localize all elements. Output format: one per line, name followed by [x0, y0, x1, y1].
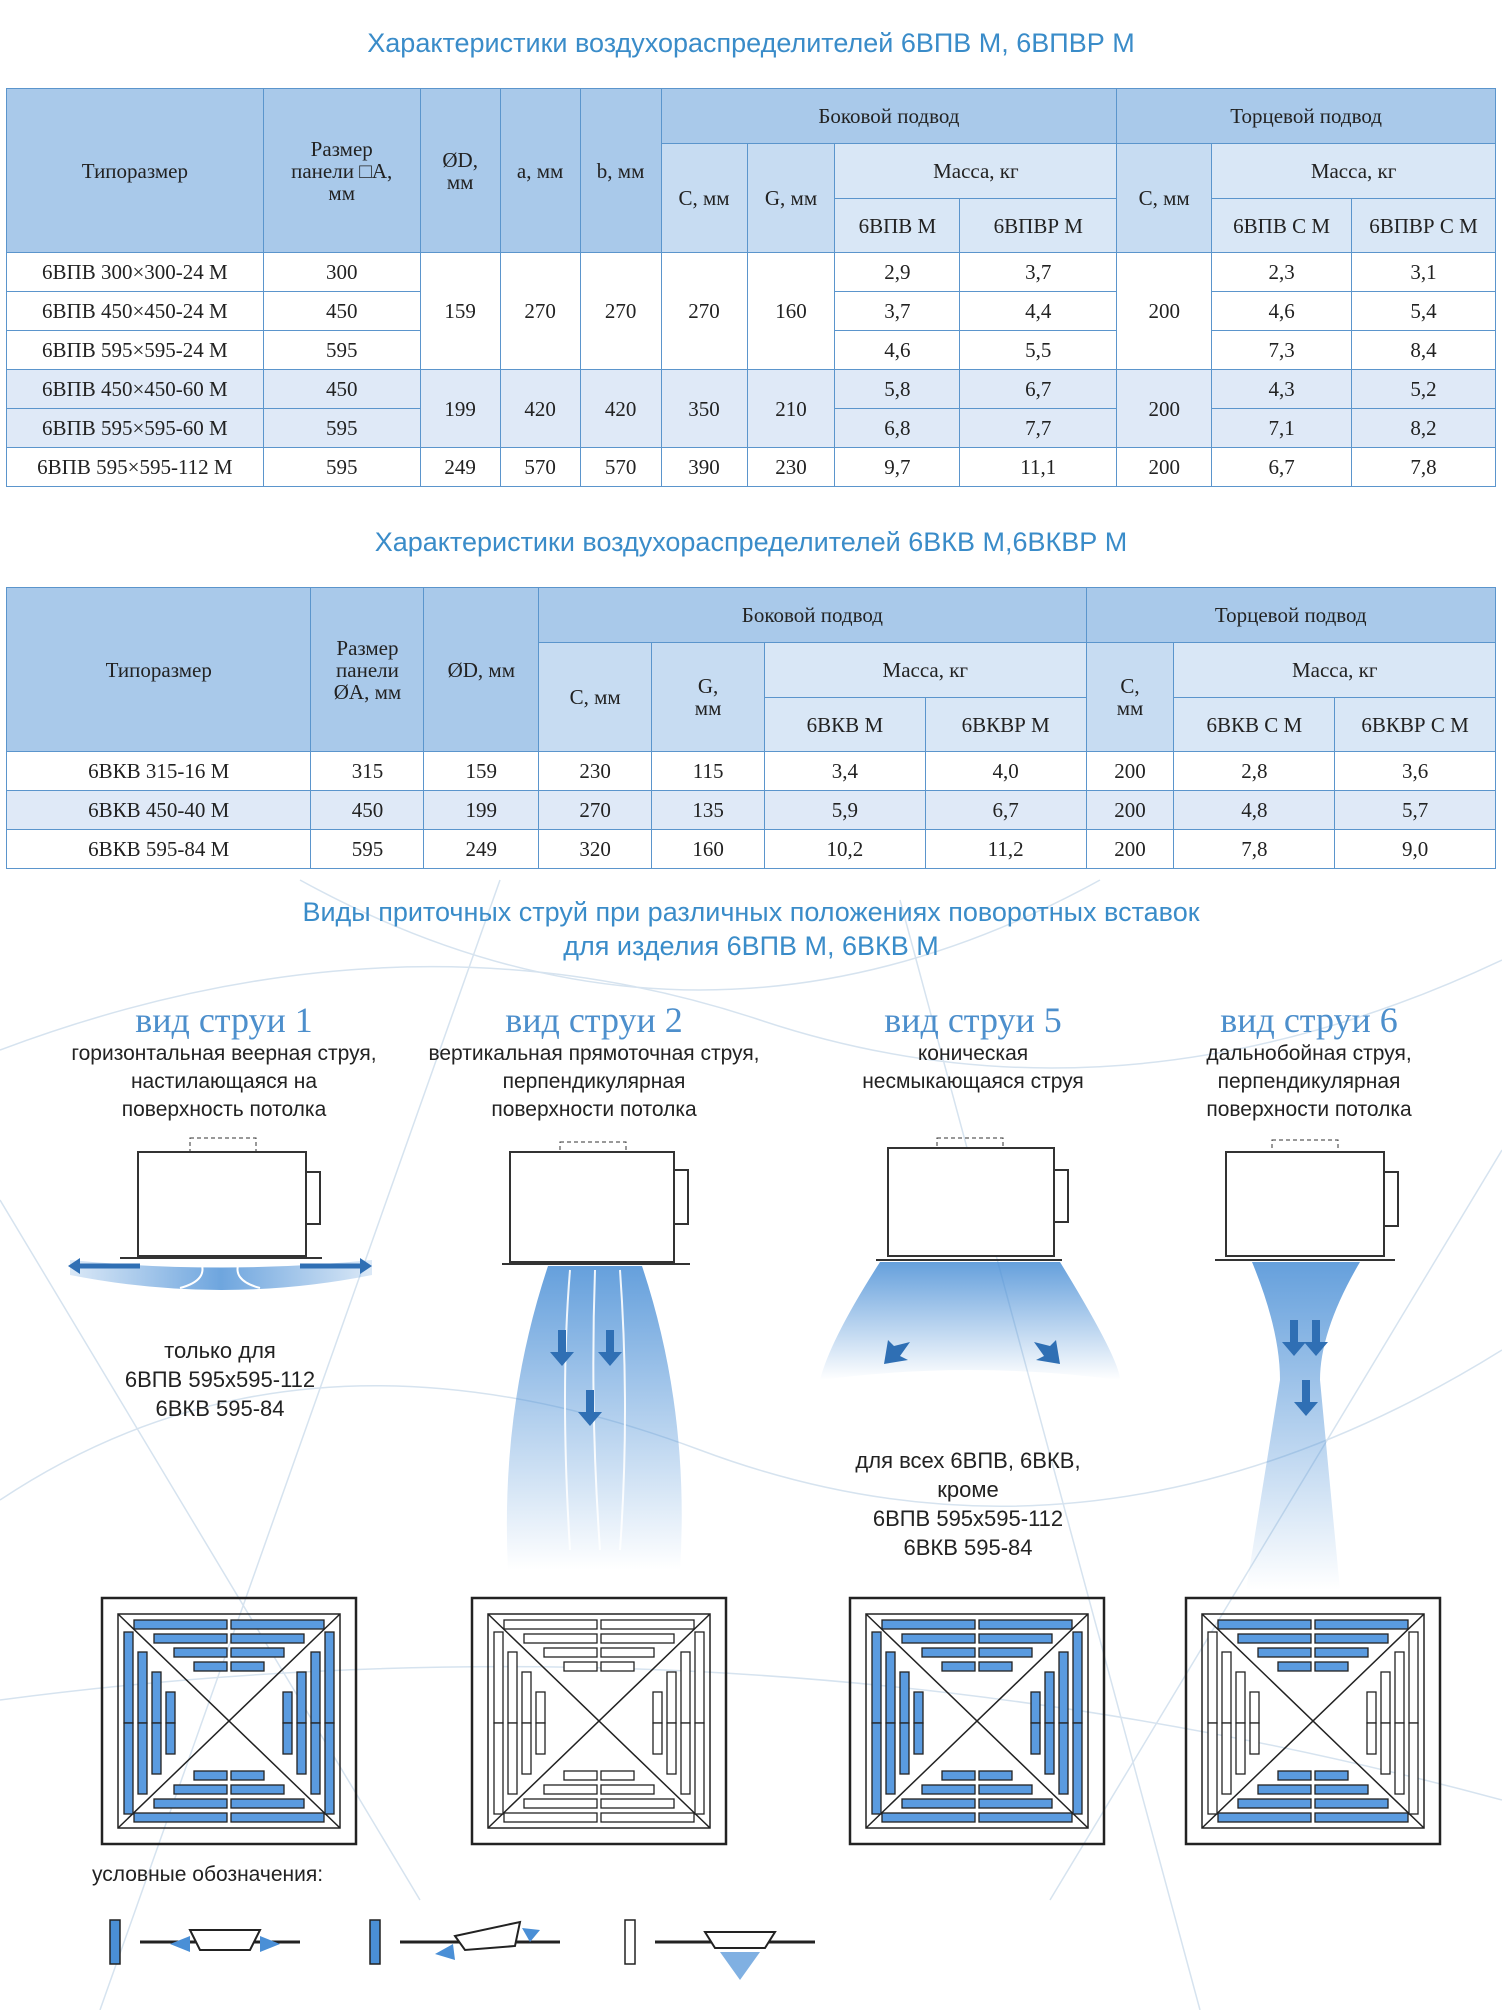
- cell-c2: 200: [1117, 448, 1212, 487]
- cell-m3: 6,7: [1212, 448, 1352, 487]
- jet-flow-drawings: [0, 1130, 1502, 1600]
- header-m4: 6ВКВР С М: [1335, 698, 1496, 752]
- louvre-slat: [1258, 1648, 1311, 1657]
- cell-m1: 6,8: [835, 409, 960, 448]
- louvre-slat: [1315, 1785, 1368, 1794]
- jets-section-title: [0, 895, 1502, 963]
- legend-title: условные обозначения:: [92, 1863, 324, 1886]
- jets-title-line1: Виды приточных струй при различных положениях поворотных вставок: [302, 897, 1200, 927]
- header-d: ØD, мм: [420, 89, 500, 253]
- cell-m4: 5,7: [1335, 791, 1496, 830]
- louvre-slat: [1059, 1723, 1068, 1794]
- louvre-slat: [1367, 1723, 1376, 1754]
- jet-2-device-icon: [502, 1142, 690, 1570]
- louvre-slat: [601, 1799, 674, 1808]
- header-mass-end: Масса, кг: [1212, 144, 1496, 199]
- cell-m4: 7,8: [1352, 448, 1496, 487]
- louvre-slat: [882, 1813, 975, 1822]
- cell-m3: 2,3: [1212, 253, 1352, 292]
- cell-panel: 450: [263, 292, 420, 331]
- cell-m2: 11,1: [960, 448, 1117, 487]
- louvre-slat: [1208, 1632, 1217, 1723]
- louvre-slat: [536, 1692, 545, 1723]
- louvre-slat: [194, 1771, 227, 1780]
- header-c2: C, мм: [1086, 643, 1174, 752]
- louvre-slat: [524, 1799, 597, 1808]
- cell-m2: 3,7: [960, 253, 1117, 292]
- louvre-slat: [325, 1723, 334, 1814]
- cell-m1: 3,7: [835, 292, 960, 331]
- header-m4: 6ВПВР С М: [1352, 199, 1496, 253]
- cell-g: 210: [747, 370, 835, 448]
- panel-grids: [0, 1596, 1502, 1856]
- cell-d: 249: [424, 830, 539, 869]
- jet-6-name: вид струи 6: [1220, 1000, 1398, 1040]
- louvre-slat: [138, 1652, 147, 1723]
- jets-title-line2: для изделия 6ВПВ М, 6ВКВ М: [563, 931, 939, 961]
- jet-2-desc1: вертикальная прямоточная струя,: [428, 1042, 760, 1065]
- louvre-slat: [1315, 1662, 1348, 1671]
- header-panel: Размер панели □A, мм: [263, 89, 420, 253]
- louvre-slat: [283, 1692, 292, 1723]
- cell-d: 249: [420, 448, 500, 487]
- louvre-slat: [154, 1799, 227, 1808]
- louvre-slat: [1367, 1692, 1376, 1723]
- louvre-slat: [194, 1662, 227, 1671]
- louvre-slat: [979, 1785, 1032, 1794]
- jet-1-name: вид струи 1: [135, 1000, 313, 1040]
- cell-c: 270: [661, 253, 747, 370]
- table-6vkv: [6, 587, 1496, 869]
- jet-5-device-icon: [820, 1138, 1120, 1380]
- cell-m4: 5,4: [1352, 292, 1496, 331]
- louvre-slat: [134, 1813, 227, 1822]
- cell-d: 199: [420, 370, 500, 448]
- jet-2-name: вид струи 2: [505, 1000, 683, 1040]
- louvre-slat: [922, 1785, 975, 1794]
- cell-m4: 3,6: [1335, 752, 1496, 791]
- header-panel: Размер панели ØA, мм: [311, 588, 424, 752]
- louvre-slat: [695, 1723, 704, 1814]
- louvre-slat: [134, 1620, 227, 1629]
- header-side: Боковой подвод: [661, 89, 1117, 144]
- cell-m3: 7,3: [1212, 331, 1352, 370]
- jet-1-note-line: 6ВПВ 595х595-112: [124, 1367, 316, 1392]
- cell-m3: 4,8: [1174, 791, 1335, 830]
- cell-m3: 7,1: [1212, 409, 1352, 448]
- cell-g: 160: [652, 830, 765, 869]
- header-c: C, мм: [539, 643, 652, 752]
- cell-m2: 6,7: [960, 370, 1117, 409]
- louvre-slat: [979, 1648, 1032, 1657]
- cell-m1: 9,7: [835, 448, 960, 487]
- louvre-slat: [154, 1634, 227, 1643]
- louvre-slat: [979, 1799, 1052, 1808]
- legend-insert-inclined-icon: [370, 1920, 560, 1964]
- header-side: Боковой подвод: [539, 588, 1086, 643]
- jet-1-desc3: поверхность потолка: [121, 1098, 327, 1121]
- cell-b: 420: [580, 370, 661, 448]
- header-m2: 6ВПВР М: [960, 199, 1117, 253]
- header-mass-end: Масса, кг: [1174, 643, 1496, 698]
- louvre-slat: [231, 1662, 264, 1671]
- louvre-slat: [1031, 1723, 1040, 1754]
- louvre-slat: [1278, 1771, 1311, 1780]
- jet-5-note-line: 6ВКВ 595-84: [903, 1535, 1033, 1560]
- louvre-slat: [504, 1620, 597, 1629]
- louvre-slat: [653, 1723, 662, 1754]
- louvre-slat: [601, 1813, 694, 1822]
- jet-1-note-line: только для: [164, 1338, 276, 1363]
- louvre-slat: [544, 1648, 597, 1657]
- louvre-slat: [900, 1723, 909, 1774]
- jet-5-note-line: кроме: [937, 1477, 999, 1502]
- jet-6-desc1: дальнобойная струя,: [1206, 1042, 1412, 1065]
- cell-m3: 4,3: [1212, 370, 1352, 409]
- louvre-slat: [979, 1813, 1072, 1822]
- louvre-slat: [297, 1672, 306, 1723]
- louvre-slat: [942, 1771, 975, 1780]
- table-row: [7, 830, 1496, 869]
- louvre-slat: [1315, 1648, 1368, 1657]
- jet-1-desc2: настилающаяся на: [130, 1070, 318, 1093]
- louvre-slat: [667, 1723, 676, 1774]
- header-b: b, мм: [580, 89, 661, 253]
- legend-insert-horizontal-icon: [110, 1920, 300, 1964]
- header-d: ØD, мм: [424, 588, 539, 752]
- louvre-slat: [231, 1799, 304, 1808]
- cell-m1: 10,2: [765, 830, 926, 869]
- cell-c2: 200: [1086, 791, 1174, 830]
- cell-panel: 595: [263, 409, 420, 448]
- cell-m4: 3,1: [1352, 253, 1496, 292]
- jet-5-note-line: для всех 6ВПВ, 6ВКВ,: [855, 1448, 1081, 1473]
- cell-m4: 5,2: [1352, 370, 1496, 409]
- louvre-slat: [174, 1785, 227, 1794]
- louvre-slat: [311, 1723, 320, 1794]
- header-m2: 6ВКВР М: [925, 698, 1086, 752]
- louvre-slat: [494, 1723, 503, 1814]
- louvre-slat: [1381, 1723, 1390, 1774]
- louvre-slat: [508, 1652, 517, 1723]
- louvre-slat: [152, 1723, 161, 1774]
- table-row: [7, 791, 1496, 830]
- louvre-slat: [1236, 1672, 1245, 1723]
- louvre-slat: [524, 1634, 597, 1643]
- jet-1-heading: [34, 1000, 414, 1124]
- louvre-slat: [1045, 1672, 1054, 1723]
- cell-b: 270: [580, 253, 661, 370]
- louvre-slat: [1315, 1771, 1348, 1780]
- legend-insert-vertical-icon: [625, 1920, 815, 1980]
- louvre-slat: [536, 1723, 545, 1754]
- header-g: G, мм: [652, 643, 765, 752]
- header-mass-side: Масса, кг: [765, 643, 1086, 698]
- cell-a: 420: [500, 370, 580, 448]
- header-mass-side: Масса, кг: [835, 144, 1117, 199]
- cell-m1: 3,4: [765, 752, 926, 791]
- louvre-slat: [922, 1648, 975, 1657]
- cell-type: 6ВПВ 300×300-24 М: [7, 253, 264, 292]
- louvre-slat: [1250, 1692, 1259, 1723]
- cell-d: 199: [424, 791, 539, 830]
- louvre-slat: [311, 1652, 320, 1723]
- louvre-slat: [942, 1662, 975, 1671]
- header-c: C, мм: [661, 144, 747, 253]
- louvre-slat: [601, 1620, 694, 1629]
- cell-panel: 595: [263, 331, 420, 370]
- legend-symbols: [100, 1900, 820, 1990]
- header-c2: C, мм: [1117, 144, 1212, 253]
- cell-panel: 450: [263, 370, 420, 409]
- louvre-slat: [522, 1723, 531, 1774]
- jet-5-name: вид струи 5: [884, 1000, 1062, 1040]
- cell-b: 570: [580, 448, 661, 487]
- louvre-slat: [653, 1692, 662, 1723]
- cell-m1: 5,9: [765, 791, 926, 830]
- cell-m2: 5,5: [960, 331, 1117, 370]
- louvre-slat: [1409, 1723, 1418, 1814]
- louvre-slat: [1222, 1652, 1231, 1723]
- table-row: [7, 253, 1496, 292]
- louvre-slat: [231, 1813, 324, 1822]
- cell-m1: 2,9: [835, 253, 960, 292]
- louvre-slat: [1238, 1799, 1311, 1808]
- table2-title: Характеристики воздухораспределителей 6ВКВ М,6ВКВР М: [374, 527, 1128, 557]
- louvre-slat: [1208, 1723, 1217, 1814]
- table-row: [7, 370, 1496, 409]
- cell-m1: 5,8: [835, 370, 960, 409]
- cell-m3: 4,6: [1212, 292, 1352, 331]
- louvre-slat: [1238, 1634, 1311, 1643]
- louvre-slat: [325, 1632, 334, 1723]
- cell-c2: 200: [1117, 253, 1212, 370]
- cell-d: 159: [424, 752, 539, 791]
- louvre-slat: [1395, 1723, 1404, 1794]
- louvre-slat: [914, 1723, 923, 1754]
- louvre-slat: [1031, 1692, 1040, 1723]
- jet-6-device-icon: [1215, 1140, 1398, 1590]
- cell-c: 390: [661, 448, 747, 487]
- cell-m3: 2,8: [1174, 752, 1335, 791]
- louvre-slat: [601, 1785, 654, 1794]
- jet-6-heading: [1119, 1000, 1499, 1124]
- louvre-slat: [1059, 1652, 1068, 1723]
- cell-m4: 9,0: [1335, 830, 1496, 869]
- louvre-slat: [1381, 1672, 1390, 1723]
- louvre-slat: [979, 1771, 1012, 1780]
- louvre-slat: [1278, 1662, 1311, 1671]
- cell-a: 270: [500, 253, 580, 370]
- louvre-slat: [1073, 1632, 1082, 1723]
- cell-c2: 200: [1117, 370, 1212, 448]
- louvre-slat: [522, 1672, 531, 1723]
- louvre-slat: [1315, 1620, 1408, 1629]
- header-m3: 6ВКВ С М: [1174, 698, 1335, 752]
- louvre-slat: [1315, 1634, 1388, 1643]
- louvre-slat: [601, 1771, 634, 1780]
- jet-1-device-icon: [68, 1138, 372, 1290]
- cell-m4: 8,2: [1352, 409, 1496, 448]
- louvre-slat: [1236, 1723, 1245, 1774]
- louvre-slat: [914, 1692, 923, 1723]
- louvre-slat: [979, 1662, 1012, 1671]
- table1-title: Характеристики воздухораспределителей 6ВПВ М, 6ВПВР М: [367, 28, 1135, 58]
- cell-m3: 7,8: [1174, 830, 1335, 869]
- cell-m2: 7,7: [960, 409, 1117, 448]
- louvre-slat: [681, 1723, 690, 1794]
- jet-5-heading: [783, 1000, 1163, 1096]
- louvre-slat: [882, 1620, 975, 1629]
- cell-m2: 6,7: [925, 791, 1086, 830]
- louvre-slat: [544, 1785, 597, 1794]
- louvre-slat: [166, 1723, 175, 1754]
- cell-type: 6ВПВ 450×450-60 М: [7, 370, 264, 409]
- louvre-slat: [601, 1648, 654, 1657]
- table-row: [7, 752, 1496, 791]
- cell-type: 6ВКВ 315-16 М: [7, 752, 311, 791]
- cell-type: 6ВКВ 595-84 М: [7, 830, 311, 869]
- louvre-slat: [979, 1620, 1072, 1629]
- cell-m1: 4,6: [835, 331, 960, 370]
- cell-m2: 11,2: [925, 830, 1086, 869]
- cell-panel: 315: [311, 752, 424, 791]
- table-row: [7, 448, 1496, 487]
- louvre-slat: [1045, 1723, 1054, 1774]
- louvre-slat: [695, 1632, 704, 1723]
- louvre-slat: [886, 1723, 895, 1794]
- cell-g: 115: [652, 752, 765, 791]
- louvre-slat: [494, 1632, 503, 1723]
- cell-m2: 4,4: [960, 292, 1117, 331]
- louvre-slat: [138, 1723, 147, 1794]
- louvre-slat: [872, 1632, 881, 1723]
- louvre-slat: [297, 1723, 306, 1774]
- cell-g: 230: [747, 448, 835, 487]
- header-type: Типоразмер: [7, 89, 264, 253]
- jet-5-desc1: коническая: [917, 1042, 1029, 1065]
- cell-type: 6ВКВ 450-40 М: [7, 791, 311, 830]
- cell-c: 350: [661, 370, 747, 448]
- jet-6-desc2: перпендикулярная: [1217, 1070, 1401, 1093]
- cell-type: 6ВПВ 595×595-24 М: [7, 331, 264, 370]
- cell-type: 6ВПВ 595×595-112 М: [7, 448, 264, 487]
- jet-5-desc2: несмыкающаяся струя: [862, 1070, 1084, 1093]
- cell-g: 135: [652, 791, 765, 830]
- louvre-slat: [979, 1634, 1052, 1643]
- louvre-slat: [174, 1648, 227, 1657]
- louvre-slat: [231, 1634, 304, 1643]
- louvre-slat: [1218, 1620, 1311, 1629]
- louvre-slat: [1315, 1813, 1408, 1822]
- louvre-slat: [231, 1620, 324, 1629]
- louvre-slat: [902, 1799, 975, 1808]
- cell-c: 230: [539, 752, 652, 791]
- louvre-slat: [1222, 1723, 1231, 1794]
- louvre-slat: [504, 1813, 597, 1822]
- jet-6-desc3: поверхности потолка: [1206, 1098, 1412, 1121]
- louvre-slat: [1258, 1785, 1311, 1794]
- cell-panel: 300: [263, 253, 420, 292]
- cell-c2: 200: [1086, 752, 1174, 791]
- cell-c: 270: [539, 791, 652, 830]
- louvre-slat: [152, 1672, 161, 1723]
- jet-5-note-line: 6ВПВ 595х595-112: [872, 1506, 1064, 1531]
- header-end: Торцевой подвод: [1086, 588, 1495, 643]
- header-m1: 6ВПВ М: [835, 199, 960, 253]
- louvre-slat: [601, 1634, 674, 1643]
- louvre-slat: [231, 1771, 264, 1780]
- louvre-slat: [1250, 1723, 1259, 1754]
- header-type: Типоразмер: [7, 588, 311, 752]
- louvre-slat: [231, 1785, 284, 1794]
- louvre-slat: [1218, 1813, 1311, 1822]
- louvre-slat: [667, 1672, 676, 1723]
- table-6vpv: [6, 88, 1496, 487]
- louvre-slat: [886, 1652, 895, 1723]
- louvre-slat: [872, 1723, 881, 1814]
- cell-panel: 450: [311, 791, 424, 830]
- cell-d: 159: [420, 253, 500, 370]
- header-m1: 6ВКВ М: [765, 698, 926, 752]
- louvre-slat: [124, 1632, 133, 1723]
- cell-type: 6ВПВ 595×595-60 М: [7, 409, 264, 448]
- louvre-slat: [1073, 1723, 1082, 1814]
- louvre-slat: [1395, 1652, 1404, 1723]
- louvre-slat: [124, 1723, 133, 1814]
- louvre-slat: [564, 1771, 597, 1780]
- louvre-slat: [231, 1648, 284, 1657]
- louvre-slat: [681, 1652, 690, 1723]
- header-g: G, мм: [747, 144, 835, 253]
- louvre-slat: [166, 1692, 175, 1723]
- header-end: Торцевой подвод: [1117, 89, 1496, 144]
- cell-m2: 4,0: [925, 752, 1086, 791]
- cell-panel: 595: [263, 448, 420, 487]
- cell-type: 6ВПВ 450×450-24 М: [7, 292, 264, 331]
- louvre-slat: [900, 1672, 909, 1723]
- header-a: a, мм: [500, 89, 580, 253]
- cell-m4: 8,4: [1352, 331, 1496, 370]
- jet-2-desc3: поверхности потолка: [491, 1098, 697, 1121]
- louvre-slat: [902, 1634, 975, 1643]
- louvre-slat: [601, 1662, 634, 1671]
- cell-panel: 595: [311, 830, 424, 869]
- cell-g: 160: [747, 253, 835, 370]
- louvre-slat: [1409, 1632, 1418, 1723]
- jet-1-note-line: 6ВКВ 595-84: [155, 1396, 285, 1421]
- cell-c2: 200: [1086, 830, 1174, 869]
- louvre-slat: [564, 1662, 597, 1671]
- louvre-slat: [1315, 1799, 1388, 1808]
- louvre-slat: [283, 1723, 292, 1754]
- jet-1-desc1: горизонтальная веерная струя,: [71, 1042, 377, 1065]
- jet-2-heading: [404, 1000, 784, 1124]
- cell-a: 570: [500, 448, 580, 487]
- cell-c: 320: [539, 830, 652, 869]
- louvre-slat: [508, 1723, 517, 1794]
- jet-2-desc2: перпендикулярная: [502, 1070, 686, 1093]
- header-m3: 6ВПВ С М: [1212, 199, 1352, 253]
